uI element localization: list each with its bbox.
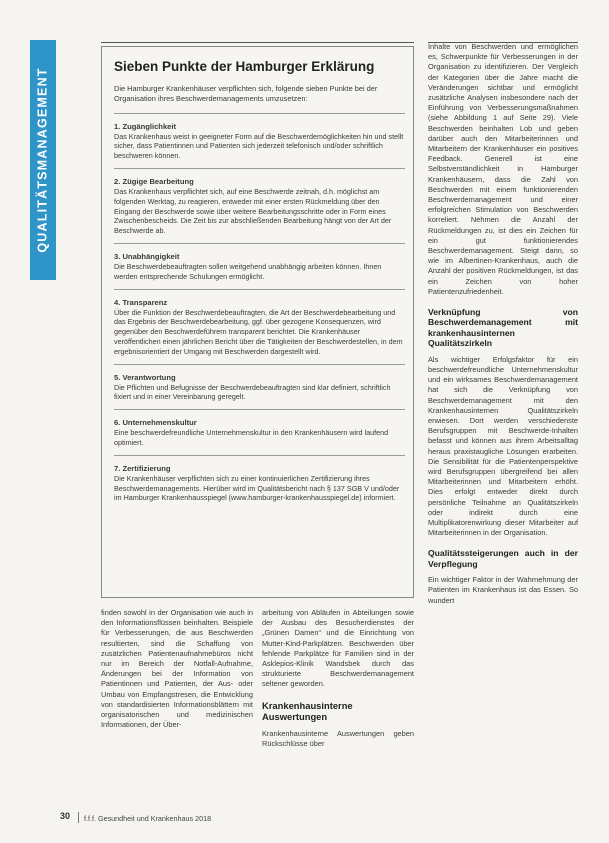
divider xyxy=(114,364,405,365)
body-paragraph: Ein wichtiger Faktor in der Wahrnehmung der Patienten im Krankenhaus ist das Essen. So wundert xyxy=(428,575,578,605)
body-paragraph: Als wichtiger Erfolgsfaktor für ein beschwerdefreundliche Unternehmenskultur und ein wirksames Beschwerdemanagement hat sich die Verknüpfung von Beschwerdemanagement mit den Krankenhausinternen Qualitätszirkeln erwiesen. Dort werden verschiedenste Berufsgruppen mit Beschwerde-Inhalten befasst und können aus ihrem Arbeitsalltag heraus praxistaugliche Lösungen erarbeiten. Die Sensibilität für die Patientenperspektive wird Berufsgruppen übergreifend bei allen Mitarbeiterinnen und Mitarbeitern erhöht. Dies erfolgt entweder direkt durch persönliche Teilnahme an Qualitätszirkeln oder indirekt durch eine Multiplikatorenwirkung dieser Mitarbeiter auf Mitarbeiterinnen in der Organisation. xyxy=(428,354,578,538)
divider xyxy=(114,409,405,410)
point-item xyxy=(114,252,405,290)
divider xyxy=(114,243,405,244)
footer-divider xyxy=(78,812,79,823)
top-rule-left xyxy=(101,42,414,43)
footer-source: f.f.f. Gesundheit und Krankenhaus 2018 xyxy=(84,814,212,823)
point-text: Das Krankenhaus weist in geeigneter Form auf die Beschwerdemöglichkeiten hin und stellt sicher, dass Patientinnen und Patienten sich jederzeit telefonisch und/oder schriftlich beschweren können. xyxy=(114,131,404,161)
point-text: Über die Funktion der Beschwerdebeauftragten, die Art der Beschwerdebearbeitung und das Ergebnis der Beschwerdebearbeitung, ggf. über gezogene Konsequenzen, wird gegenüber den Beschwerdeführern transparent berichtet. Die Krankenhäuser veröffentlichen einen jährlichen Bericht über die Tätigkeiten der Beschwerdestellen, in dem ergebnisorientiert der Umgang mit Beschwerden dargestellt wird. xyxy=(114,307,403,356)
divider xyxy=(114,455,405,456)
point-item xyxy=(114,373,405,411)
section-heading: Krankenhausinterne Auswertungen xyxy=(262,699,353,723)
body-column-left xyxy=(101,608,253,730)
point-item xyxy=(114,464,405,503)
page-number: 30 xyxy=(60,811,71,821)
section-heading: Qualitätssteigerungen auch in der Verpflegung xyxy=(428,548,578,569)
box-intro: Die Hamburger Krankenhäuser verpflichten sich, folgende sieben Punkte bei der Organisation ihres Beschwerdemanagements umzusetzen: xyxy=(114,84,378,104)
point-text: Die Pflichten und Befugnisse der Beschwerdebeauftragten sind klar definiert, schriftlich fixiert und in einer Vereinbarung geregelt. xyxy=(114,382,391,402)
section-label-wrapper xyxy=(30,40,56,280)
point-item xyxy=(114,177,405,244)
point-title: 5. Verantwortung xyxy=(114,372,176,382)
body-paragraph: finden sowohl in der Organisation wie auch in den Informationsflüssen beinhalten. Beispiele für Verbesserungen, die aus Beschwerden resultierten, sind die Schaffung von zusätzlichen Patientenaufnahmebüros nicht nur im Bereich der Notfall-Aufnahme, Änderungen bei der Information von Patientinnen und Patienten, der Aus- oder Umbau von Empfangstresen, die Entwicklung von standardisierten Informationsblättern mit organisatorischen und medizinischen Informationen, der Über- xyxy=(101,608,253,730)
body-paragraph: Krankenhausinterne Auswertungen geben Rückschlüsse über xyxy=(262,728,414,748)
point-item xyxy=(114,298,405,365)
body-paragraph: arbeitung von Abläufen in Abteilungen sowie der Ausbau des Besucherdienstes der „Grünen Damen“ und die Einrichtung von Mutter-Kind-Parkplätzen. Beschwerden über fehlende Parkplätze für Familien sind in der Asklepios-Klinik Wandsbek durch das strukturierte Beschwerdemanagement seltener geworden. xyxy=(262,608,414,689)
point-text: Eine beschwerdefreundliche Unternehmenskultur in den Krankenhäusern wird laufend optimiert. xyxy=(114,428,389,447)
divider xyxy=(114,289,405,290)
point-item xyxy=(114,122,405,169)
point-text: Die Beschwerdebeauftragten sollen weitgehend unabhängig arbeiten können. Ihnen werden entsprechende Schulungen ermöglicht. xyxy=(114,261,382,281)
box-title: Sieben Punkte der Hamburger Erklärung xyxy=(114,59,375,74)
point-title: 4. Transparenz xyxy=(114,297,168,307)
section-heading: Verknüpfung von Beschwerdemanagement mit krankenhausinternen Qualitätszirkeln xyxy=(428,307,578,349)
point-title: 2. Zügige Bearbeitung xyxy=(114,176,194,186)
hamburg-declaration-box xyxy=(101,46,414,598)
point-text: Die Krankenhäuser verpflichten sich zu einer kontinuierlichen Zertifizierung ihres Beschwerdemanagements. Hierüber wird im Qualitätsbericht nach § 137 SGB V und/oder im Hamburger Krankenhausspiegel (www.hamburger-krankenhausspiegel.de) informiert. xyxy=(114,473,400,503)
divider xyxy=(114,168,405,169)
body-column-middle xyxy=(262,608,414,749)
point-title: 6. Unternehmenskultur xyxy=(114,418,197,428)
divider xyxy=(114,113,405,114)
body-paragraph: Inhalte von Beschwerden und ermöglichen es, Schwerpunkte für Verbesserungen in der Organisation zu identifizieren. Der Vergleich der Kategorien über die Jahre macht die Veränderungen sichtbar und ermöglicht zusätzliche Analysen insbesondere nach der Einführung von Verbesserungsmaßnahmen (siehe Abbildung 1 auf Seite 29). Viele Beschwerden beinhalten Lob und geben darüber auch den Mitarbeiterinnen und Mitarbeitern der Krankenhäuser ein positives Feedback. Generell ist eine Selbstverständlichkeit in Hamburger Krankenhäusern, dass die Zahl von Beschwerden mit einem funktionierenden Beschwerdemanagement und einer erfolgreichen Stimulation von Beschwerden korreliert. Nehmen die Anzahl der Rückmeldungen zu, ist dies ein Zeichen für ein gut funktionierendes Beschwerdemanagement. Steigt dann, so wie im Albertinen-Krankenhaus, auch die Anzahl der positiven Rückmeldungen, ist das ein Zeichen von hoher Patientenzufriedenheit. xyxy=(428,42,578,296)
point-text: Das Krankenhaus verpflichtet sich, auf eine Beschwerde zeitnah, d.h. möglichst am folgenden Werktag, zu reagieren, entweder mit einer ersten Rückmeldung über den Eingang der Beschwerde sowie über weitere Bearbeitungsschritte oder in Form eines Zwischenbescheids. Die Zeit bis zur abschließenden Bearbeitung hängt von der Art der Beschwerde ab. xyxy=(114,186,392,236)
body-column-right xyxy=(428,42,578,606)
section-label: QUALITÄTSMANAGEMENT xyxy=(36,67,51,253)
point-title: 3. Unabhängigkeit xyxy=(114,251,180,261)
point-title: 1. Zugänglichkeit xyxy=(114,121,177,131)
point-item xyxy=(114,418,405,456)
point-title: 7. Zertifizierung xyxy=(114,463,171,473)
